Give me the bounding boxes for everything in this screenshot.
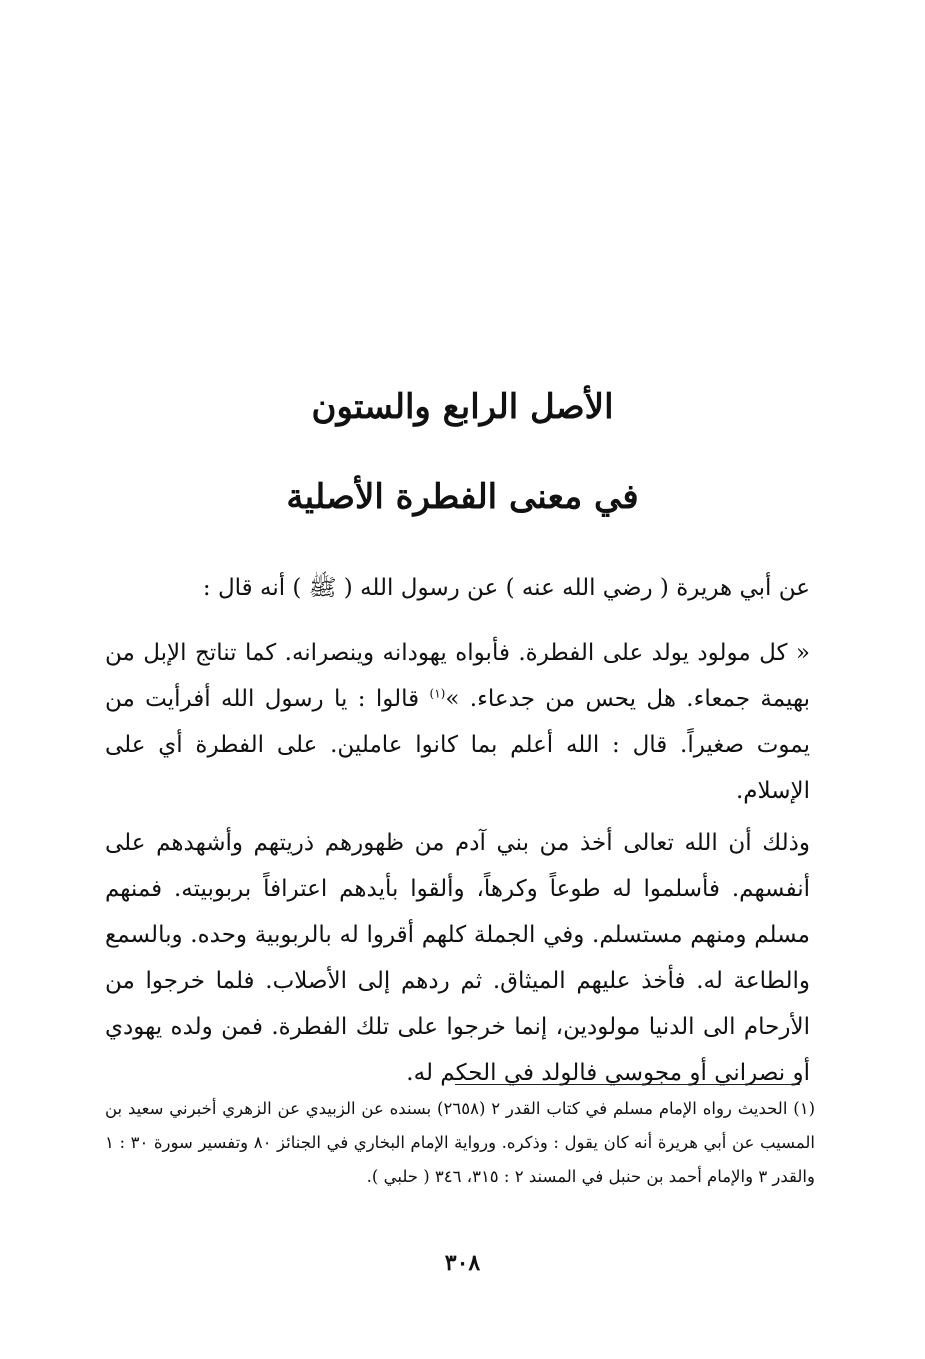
footnote-divider — [455, 1084, 800, 1085]
explanation-paragraph: وذلك أن الله تعالى أخذ من بني آدم من ظهورهم ذريتهم وأشهدهم على أنفسهم. فأسلموا له طوعاً وكرهاً، وألقوا بأيدهم اعترافاً بربوبيته. فمنهم مسلم ومنهم مستسلم. وفي الجملة كلهم أقروا له بالربوبية وحده. وبالسمع والطاعة له. فأخذ عليهم الميثاق. ثم ردهم إلى الأصلاب. فلما خرجوا من الأرحام الى الدنيا مولودين، إنما خرجوا على تلك الفطرة. فمن ولده يهودي أو نصراني أو مجوسي فالولد في الحكم له. — [105, 830, 810, 1086]
hadith-continuation: قالوا : يا رسول الله أفرأيت من يموت صغيراً. قال : الله أعلم بما كانوا عاملين. على الفطرة أي على الإسلام. — [105, 686, 810, 804]
page-number: ٣٠٨ — [444, 1250, 481, 1276]
chapter-subtitle: في معنى الفطرة الأصلية — [286, 477, 639, 517]
hadith-quote: « كل مولود يولد على الفطرة. فأبواه يهودانه وينصرانه. كما تناتج الإبل من بهيمة جمعاء. هل يحس من جدعاء. » — [105, 640, 810, 712]
footnote-text: (١) الحديث رواه الإمام مسلم في كتاب القدر ٢ (٢٦٥٨) بسنده عن الزبيدي عن الزهري أخبرني سعيد بن المسيب عن أبي هريرة أنه كان يقول : وذكره. ورواية الإمام البخاري في الجنائز ٨٠ وتفسير سورة ٣٠ : ١ والقدر ٣ والإمام أحمد بن حنبل في المسند ٢ : ٣١٥، ٣٤٦ ( حلبي ). — [105, 1099, 816, 1186]
hadith-intro: عن أبي هريرة ( رضي الله عنه ) عن رسول الله ( ﷺ ) أنه قال : — [202, 575, 810, 601]
footnote-reference: (١) — [429, 686, 446, 701]
chapter-title: الأصل الرابع والستون — [311, 387, 614, 427]
hadith-text — [105, 630, 810, 814]
